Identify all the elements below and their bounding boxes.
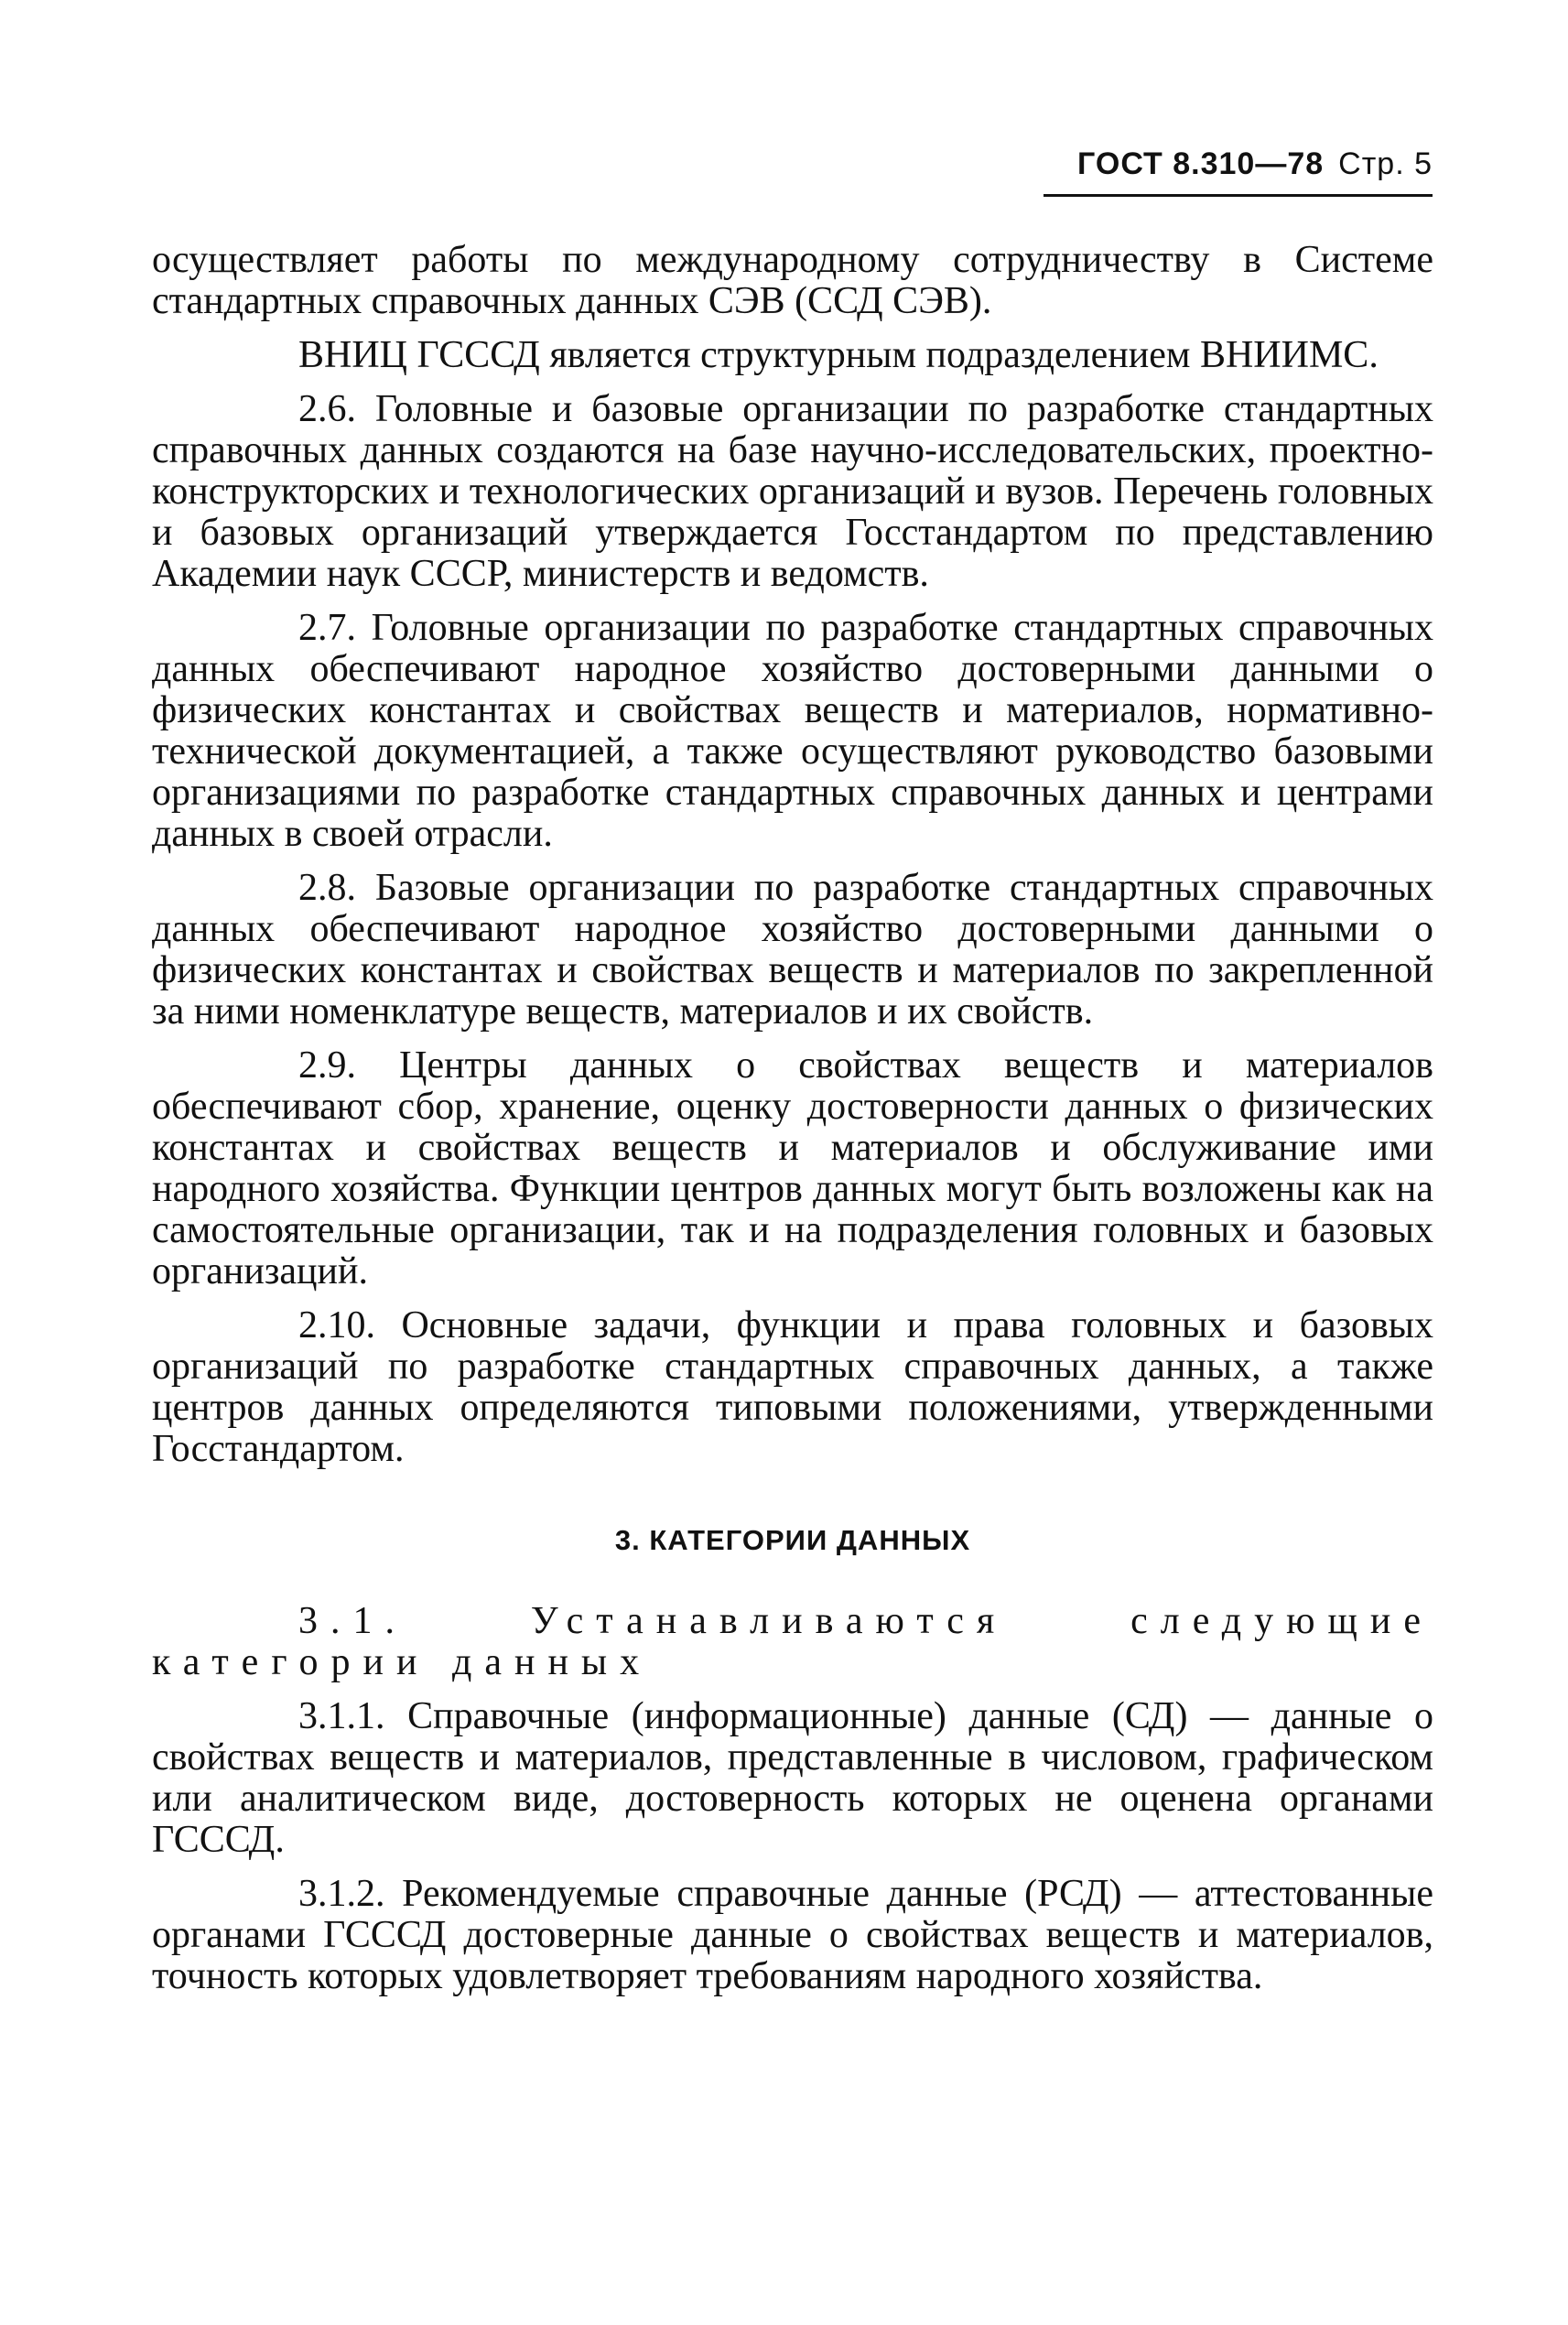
paragraph-2-8: 2.8. Базовые организации по разработке стандартных справочных данных обеспечивают народное хозяйство достоверными данными о физических константах и свойствах веществ и материалов по закрепленной за ними номенклатуре веществ, материалов и их свойств. <box>152 867 1433 1033</box>
paragraph-2-6: 2.6. Головные и базовые организации по разработке стандартных справочных данных создаются на базе научно-исследовательских, проектно-конструкторских и технологических организаций и вузов. Перечень головных и базовых организаций утверждается Госстандартом по представлению Академии наук СССР, министерств и ведомств. <box>152 388 1433 595</box>
paragraph-2-10: 2.10. Основные задачи, функции и права головных и базовых организаций по разработке стандартных справочных данных, а также центров данных определяются типовыми положениями, утвержденными Госстандартом. <box>152 1304 1433 1470</box>
paragraph-3-1-2: 3.1.2. Рекомендуемые справочные данные (РСД) — аттестованные органами ГСССД достоверные данные о свойствах веществ и материалов, точность которых удовлетворяет требованиям народного хозяйства. <box>152 1873 1433 1997</box>
paragraph-3-1: 3.1. Устанавливаются следующие категории данных <box>152 1600 1433 1683</box>
header-rule <box>1044 194 1433 197</box>
section-heading-categories: 3. КАТЕГОРИИ ДАННЫХ <box>614 1524 971 1556</box>
paragraph-3-1-1: 3.1.1. Справочные (информационные) данные (СД) — данные о свойствах веществ и материалов, представленные в числовом, графическом или аналитическом виде, достоверность которых не оценена органами ГСССД. <box>152 1695 1433 1861</box>
paragraph-2-9: 2.9. Центры данных о свойствах веществ и материалов обеспечивают сбор, хранение, оценку достоверности данных о физических константах и свойствах веществ и материалов и обслуживание ими народного хозяйства. Функции центров данных могут быть возложены как на самостоятельные организации, так и на подразделения головных и базовых организаций. <box>152 1044 1433 1292</box>
paragraph-2-7: 2.7. Головные организации по разработке стандартных справочных данных обеспечивают народное хозяйство достоверными данными о физических константах и свойствах веществ и материалов, нормативно-технической документацией, а также осуществляют руководство базовыми организациями по разработке стандартных справочных данных и центрами данных в своей отрасли. <box>152 607 1433 855</box>
page-header <box>1077 146 1433 182</box>
standard-number: ГОСТ 8.310—78 <box>1077 146 1325 181</box>
paragraph-vnic: ВНИЦ ГСССД является структурным подразделением ВНИИМС. <box>298 334 1379 376</box>
paragraph-continuation: осуществляет работы по международному сотрудничеству в Системе стандартных справочных данных СЭВ (ССД СЭВ). <box>152 239 1433 322</box>
document-body <box>152 240 1433 2010</box>
page-number: Стр. 5 <box>1338 146 1433 181</box>
